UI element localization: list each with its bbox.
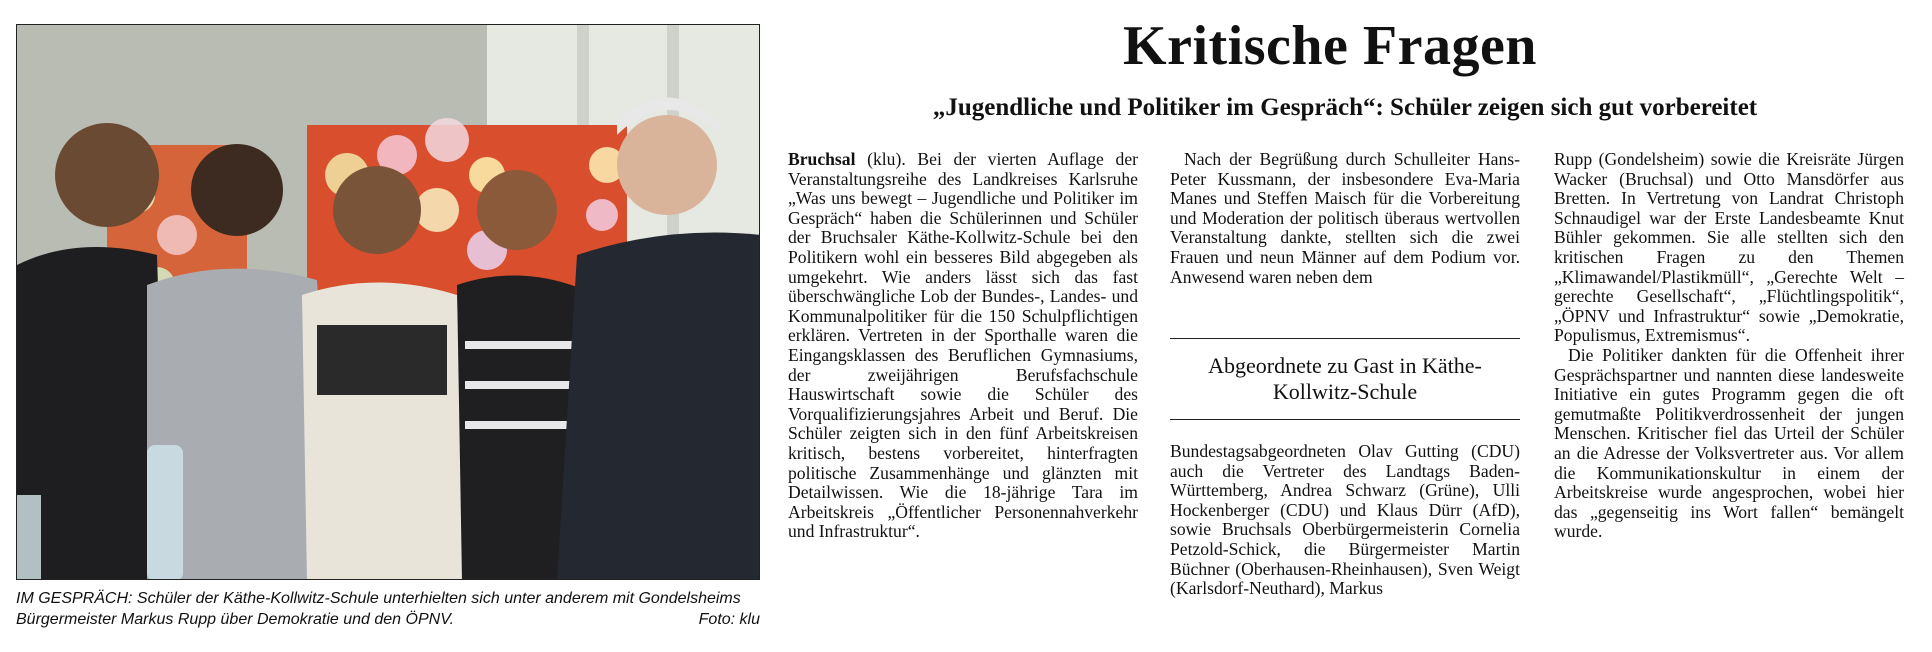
intertitle-box <box>1170 338 1520 420</box>
article-photo <box>16 24 760 580</box>
paragraph: Die Politiker dankten für die Offenheit ihrer Gesprächspartner und nannten diese landesweite Initiative ein gutes Programm gegen die oft gemutmaßte Politikverdrossenheit der jungen Menschen. Kritischer fiel das Urteil der Schüler an die Adresse der Volksvertreter aus. Vor allem die Kommunikationskultur in einem der Arbeitskreise wurde angesprochen, wobei hier das „gegenseitig ins Wort fallen“ bemängelt wurde. <box>1554 344 1904 542</box>
paragraph: Bundestagsabgeordneten Olav Gutting (CDU) auch die Vertreter des Landtags Baden-Württemberg, Andrea Schwarz (Grüne), Ulli Hockenberger (CDU) und Klaus Dürr (AfD), sowie Bruchsals Oberbürgermeisterin Cornelia Petzold-Schick, die Bürgermeister Martin Büchner (Oberhausen-Rheinhausen), Sven Weigt (Karlsdorf-Neuthard), Markus <box>1170 441 1520 599</box>
dateline: Bruchsal <box>788 149 856 169</box>
lead-text: Bei der vierten Auflage der Veranstaltungsreihe des Landkreises Karlsruhe „Was uns bewegt – Jugendliche und Politiker im Gespräch“ haben die Schülerinnen und Schüler der Bruchsaler Käthe-Kollwitz-Schule bei den Politikern wohl ein besseres Bild abgegeben als umgekehrt. Wie anders lässt sich das fast überschwängliche Lob der Bundes-, Landes- und Kommunalpolitiker für die 150 Schulpflichtigen erklären. Vertreten in der Sporthalle waren die Eingangsklassen des Beruflichen Gymnasiums, der zweijährigen Berufsfachschule Hauswirtschaft sowie die Schüler des Vorqualifizierungsjahres Arbeit und Beruf. Die Schüler zeigten sich in den fünf Arbeitskreisen kritisch, bestens vorbereitet, hinterfragten politische Zusammenhänge und glänzten mit Detailwissen. Wie die 18-jährige Tara im Arbeitskreis „Öffentlicher Personennahverkehr und Infrastruktur“. <box>788 149 1138 542</box>
headline: Kritische Fragen <box>1123 15 1537 77</box>
photo-caption <box>16 588 760 630</box>
article-column-2-continued <box>1170 442 1520 599</box>
subheadline: „Jugendliche und Politiker im Gespräch“: Schüler zeigen sich gut vorbereitet <box>932 94 1758 121</box>
paragraph: Rupp (Gondelsheim) sowie die Kreisräte Jürgen Wacker (Bruchsal) und Otto Mansdörfer aus Bretten. In Vertretung von Landrat Christoph Schnaudigel war der Erste Landesbeamte Knut Bühler gekommen. Sie alle stellten sich den kritischen Fragen zu den Themen „Klimawandel/Plastikmüll“, „Gerechte Welt – gerechte Gesellschaft“, „Flüchtlingspolitik“, „ÖPNV und Infrastruktur“ sowie „Demokratie, Populismus, Extremismus“. <box>1554 149 1904 346</box>
caption-text: IM GESPRÄCH: Schüler der Käthe-Kollwitz-Schule unterhielten sich unter anderem mit Gondelsheims Bürgermeister Markus Rupp über Demokratie und den ÖPNV. <box>16 590 741 628</box>
intertitle: Abgeordnete zu Gast in Käthe-Kollwitz-Schule <box>1208 353 1482 404</box>
paragraph: Nach der Begrüßung durch Schulleiter Hans-Peter Kussmann, der insbesondere Eva-Maria Manes und Steffen Maisch für die Vorbereitung und Moderation der politisch überaus wertvollen Veranstaltung dankte, stellten sich die zwei Frauen und neun Männer auf dem Podium vor. Anwesend waren neben dem <box>1170 149 1520 287</box>
lead-paragraph <box>788 150 1138 542</box>
dateline-suffix: (klu). <box>855 149 906 169</box>
article-column-3 <box>1554 150 1904 542</box>
photo-credit: Foto: klu <box>698 611 760 628</box>
photo-illustration <box>17 25 760 580</box>
article-column-1 <box>788 150 1138 542</box>
article-column-2 <box>1170 150 1520 287</box>
